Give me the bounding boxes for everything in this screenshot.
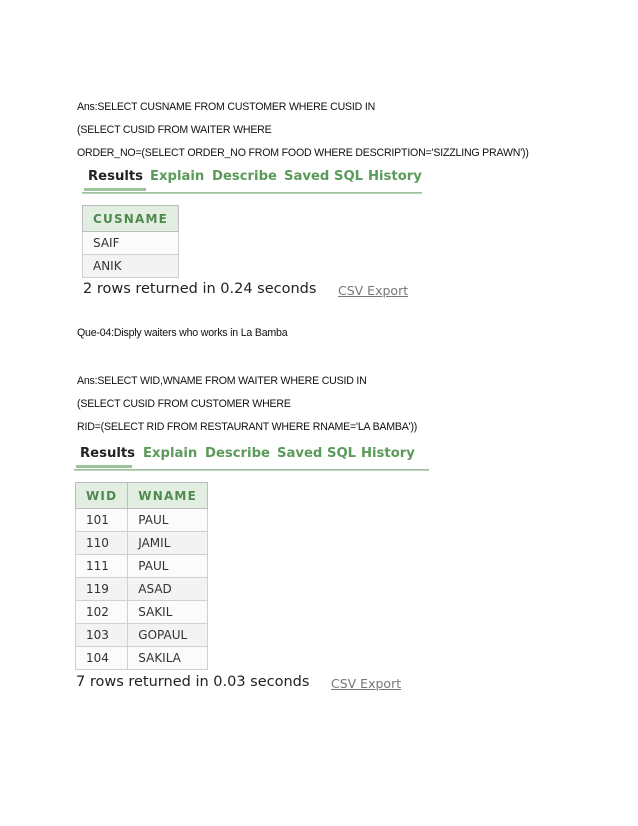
table-cell: 111 (76, 555, 128, 578)
tab-explain[interactable]: Explain (143, 446, 198, 461)
tab-saved-sql[interactable]: Saved SQL (284, 169, 364, 184)
tab-saved-sql[interactable]: Saved SQL (277, 446, 357, 461)
tab-results[interactable]: Results (88, 169, 144, 184)
active-tab-indicator (76, 465, 132, 468)
tab-divider (74, 469, 429, 471)
rows-returned-message-2: 7 rows returned in 0.03 seconds (76, 674, 310, 690)
rows-returned-message-1: 2 rows returned in 0.24 seconds (83, 281, 317, 297)
table-cell: 104 (76, 647, 128, 670)
results-tab-bar-2 (74, 445, 434, 475)
column-header-wid: WID (76, 483, 128, 509)
q3-answer-line-3: ORDER_NO=(SELECT ORDER_NO FROM FOOD WHERE DESCRIPTION='SIZZLING PRAWN')) (77, 147, 529, 159)
table-cell: 110 (76, 532, 128, 555)
column-header-cusname: CUSNAME (83, 206, 179, 232)
csv-export-link-1[interactable]: CSV Export (338, 283, 409, 298)
table-cell: ASAD (128, 578, 208, 601)
table-cell: ANIK (83, 255, 179, 278)
result-table-1 (82, 205, 179, 278)
table-cell: PAUL (128, 555, 208, 578)
column-header-wname: WNAME (128, 483, 208, 509)
table-cell: SAKILA (128, 647, 208, 670)
q4-question: Que-04:Disply waiters who works in La Bamba (77, 327, 288, 339)
table-cell: 102 (76, 601, 128, 624)
tab-history[interactable]: History (368, 169, 422, 184)
table-cell: JAMIL (128, 532, 208, 555)
table-cell: SAKIL (128, 601, 208, 624)
table-cell: 103 (76, 624, 128, 647)
csv-export-link-2[interactable]: CSV Export (331, 676, 402, 691)
q3-answer-line-1: Ans:SELECT CUSNAME FROM CUSTOMER WHERE CUSID IN (77, 101, 376, 113)
q4-answer-line-2: (SELECT CUSID FROM CUSTOMER WHERE (77, 398, 291, 410)
tab-describe[interactable]: Describe (212, 169, 277, 184)
table-cell: 119 (76, 578, 128, 601)
result-table-2 (75, 482, 208, 670)
tab-results[interactable]: Results (80, 446, 136, 461)
tab-explain[interactable]: Explain (150, 169, 205, 184)
table-cell: 101 (76, 509, 128, 532)
q3-answer-line-2: (SELECT CUSID FROM WAITER WHERE (77, 124, 272, 136)
active-tab-indicator (84, 188, 146, 191)
tab-history[interactable]: History (361, 446, 415, 461)
table-cell: PAUL (128, 509, 208, 532)
table-cell: GOPAUL (128, 624, 208, 647)
q4-answer-line-3: RID=(SELECT RID FROM RESTAURANT WHERE RNAME='LA BAMBA')) (77, 421, 418, 433)
tab-divider (82, 192, 422, 194)
tab-describe[interactable]: Describe (205, 446, 270, 461)
results-tab-bar-1 (82, 168, 427, 198)
q4-answer-line-1: Ans:SELECT WID,WNAME FROM WAITER WHERE CUSID IN (77, 375, 367, 387)
table-cell: SAIF (83, 232, 179, 255)
